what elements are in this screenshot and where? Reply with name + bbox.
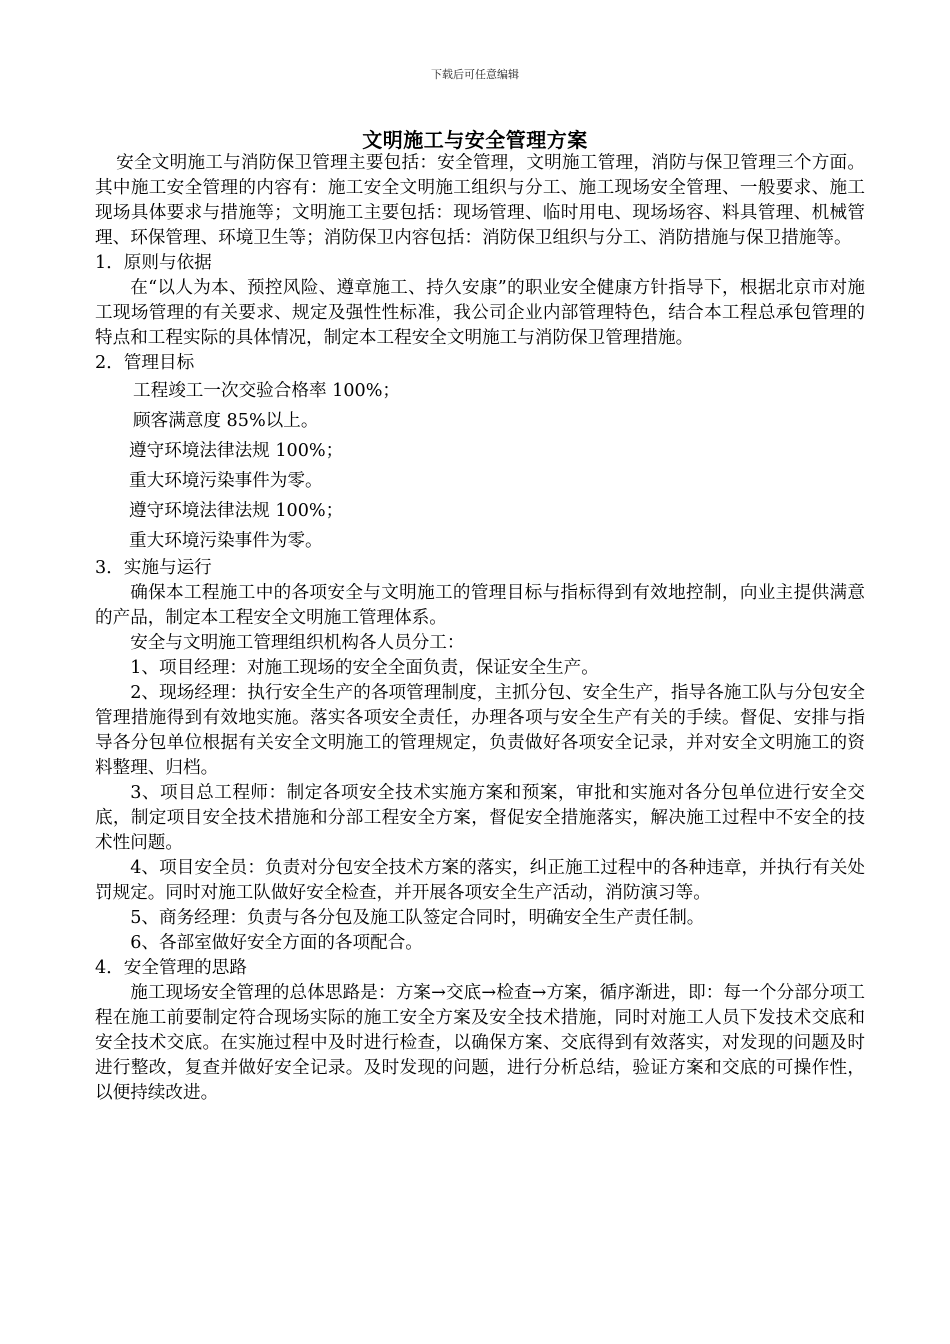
section-4-paragraph: 施工现场安全管理的总体思路是：方案→交底→检查→方案，循序渐进，即：每一个分部分项工程在施工前要制定符合现场实际的施工安全方案及安全技术措施，同时对施工人员下发技术交底和安全技术交底。在实施过程中及时进行检查，以确保方案、交底得到有效落实，对发现的问题及时进行整改，复查并做好安全记录。及时发现的问题，进行分析总结，验证方案和交底的可操作性，以便持续改进。 bbox=[95, 983, 865, 1103]
goal-item: 遵守环境法律法规 100%； bbox=[129, 441, 344, 461]
goal-item: 顾客满意度 85%以上。 bbox=[133, 411, 319, 431]
section-1-paragraph: 在“以人为本、预控风险、遵章施工、持久安康”的职业安全健康方针指导下，根据北京市对施工现场管理的有关要求、规定及强性性标准，我公司企业内部管理特色，结合本工程总承包管理的特点和工程实际的具体情况，制定本工程安全文明施工与消防保卫管理措施。 bbox=[95, 278, 865, 348]
section-3-paragraph: 确保本工程施工中的各项安全与文明施工的管理目标与指标得到有效地控制，向业主提供满意的产品，制定本工程安全文明施工管理体系。 bbox=[95, 583, 865, 628]
duty-item: 1、项目经理：对施工现场的安全全面负责，保证安全生产。 bbox=[130, 658, 599, 678]
org-structure-line: 安全与文明施工管理组织机构各人员分工： bbox=[130, 633, 465, 653]
section-heading-3: 3．实施与运行 bbox=[95, 558, 212, 578]
document-body bbox=[95, 151, 865, 1106]
duty-item: 6、各部室做好安全方面的各项配合。 bbox=[130, 933, 423, 953]
section-heading-4: 4．安全管理的思路 bbox=[95, 958, 247, 978]
duty-item: 3、项目总工程师：制定各项安全技术实施方案和预案，审批和实施对各分包单位进行安全交底，制定项目安全技术措施和分部工程安全方案，督促安全措施落实，解决施工过程中不安全的技术性问题。 bbox=[95, 783, 865, 853]
goal-item: 遵守环境法律法规 100%； bbox=[129, 501, 344, 521]
duty-item: 5、商务经理：负责与各分包及施工队签定合同时，明确安全生产责任制。 bbox=[130, 908, 705, 928]
page-title: 文明施工与安全管理方案 bbox=[362, 128, 588, 152]
goal-item: 重大环境污染事件为零。 bbox=[129, 531, 323, 551]
section-heading-1: 1．原则与依据 bbox=[95, 253, 212, 273]
goal-item: 工程竣工一次交验合格率 100%； bbox=[133, 381, 401, 401]
goal-item: 重大环境污染事件为零。 bbox=[129, 471, 323, 491]
intro-paragraph: 安全文明施工与消防保卫管理主要包括：安全管理，文明施工管理，消防与保卫管理三个方面。其中施工安全管理的内容有：施工安全文明施工组织与分工、施工现场安全管理、一般要求、施工现场具体要求与措施等；文明施工主要包括：现场管理、临时用电、现场场容、料具管理、机械管理、环保管理、环境卫生等；消防保卫内容包括：消防保卫组织与分工、消防措施与保卫措施等。 bbox=[95, 153, 865, 248]
header-note: 下载后可任意编辑 bbox=[431, 68, 519, 81]
section-heading-2: 2．管理目标 bbox=[95, 353, 195, 373]
duty-item: 4、项目安全员：负责对分包安全技术方案的落实，纠正施工过程中的各种违章，并执行有关处罚规定。同时对施工队做好安全检查，并开展各项安全生产活动，消防演习等。 bbox=[95, 858, 865, 903]
duty-item: 2、现场经理：执行安全生产的各项管理制度，主抓分包、安全生产，指导各施工队与分包安全管理措施得到有效地实施。落实各项安全责任，办理各项与安全生产有关的手续。督促、安排与指导各分包单位根据有关安全文明施工的管理规定，负责做好各项安全记录，并对安全文明施工的资料整理、归档。 bbox=[95, 683, 865, 778]
